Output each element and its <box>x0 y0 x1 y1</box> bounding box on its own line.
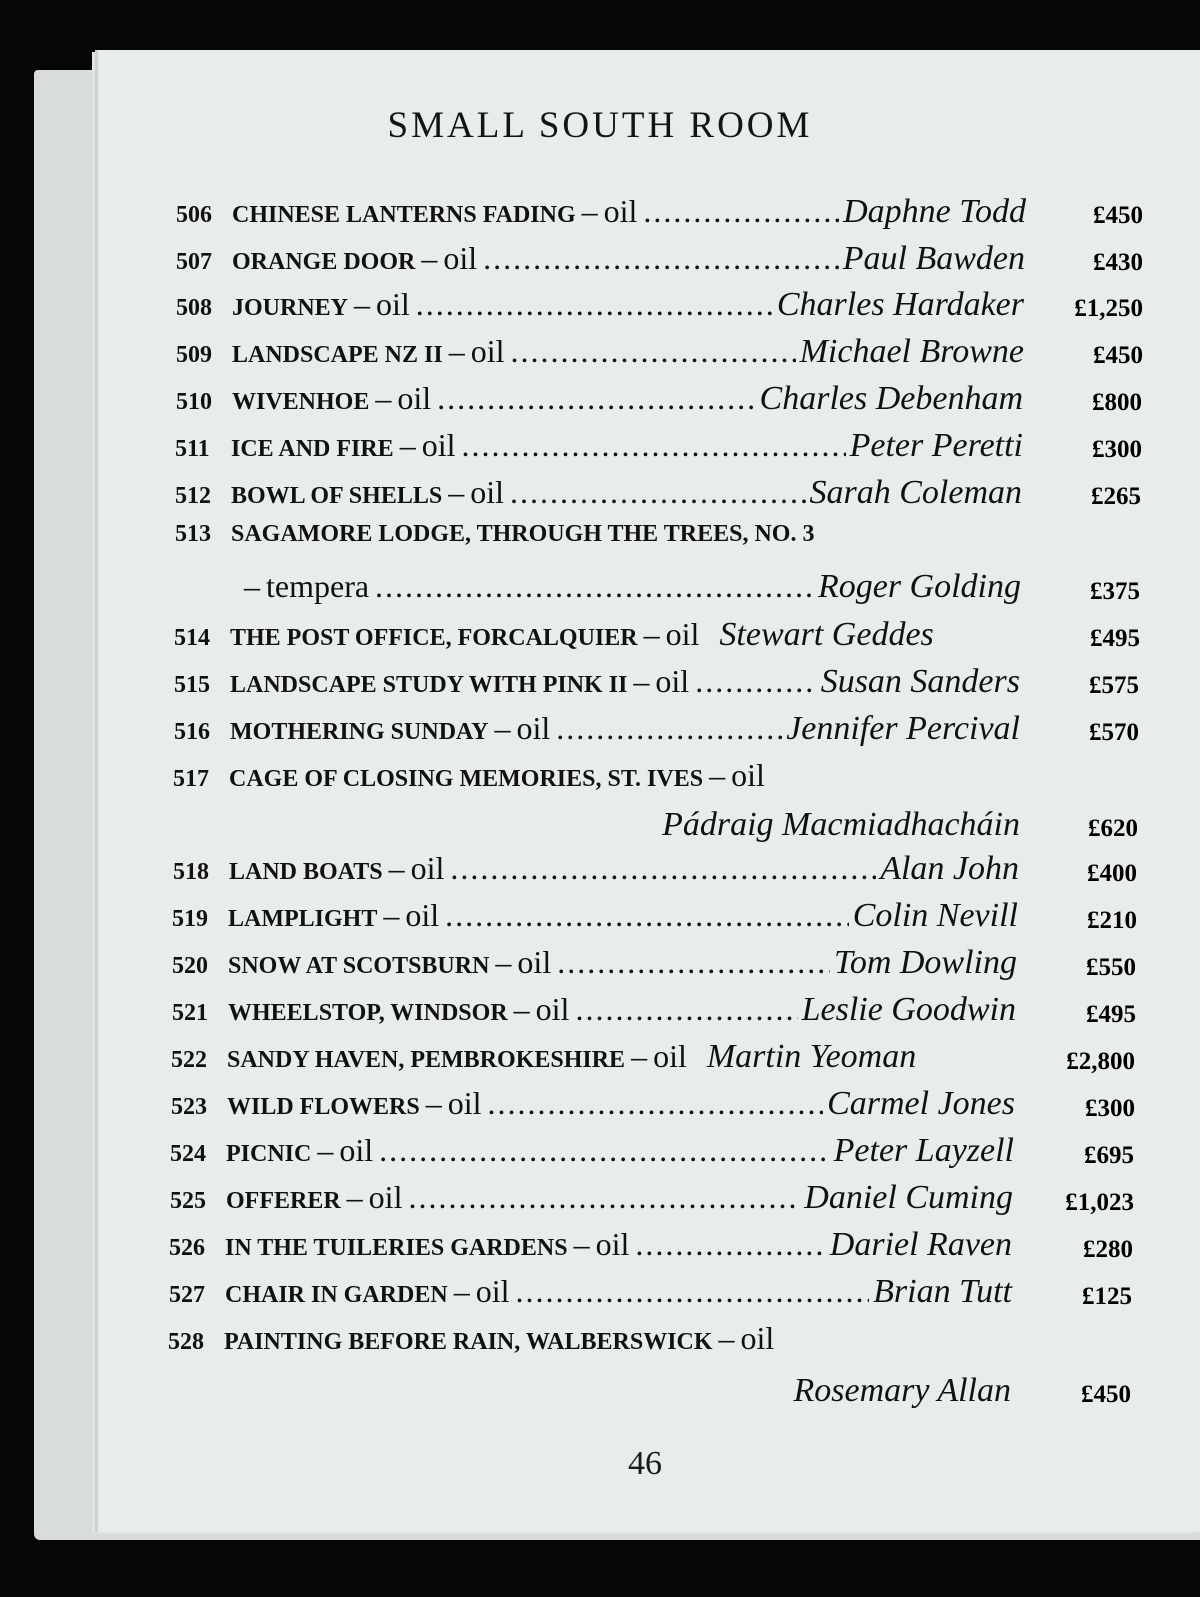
catalogue-entry <box>176 193 1026 233</box>
dot-leader <box>375 568 814 605</box>
entry-separator: – <box>317 1132 334 1168</box>
catalogue-entry <box>176 333 1024 373</box>
entry-separator: – <box>448 474 465 510</box>
entry-price: £695 <box>1084 1142 1134 1169</box>
catalogue-entry <box>175 427 1023 467</box>
dot-leader <box>557 944 830 981</box>
entry-price: £450 <box>1081 1381 1131 1408</box>
entry-number: 520 <box>172 953 208 979</box>
entry-price: £2,800 <box>1066 1048 1135 1075</box>
catalogue-entry <box>171 1085 1015 1125</box>
entry-separator: – <box>513 991 530 1027</box>
entry-title: WHEELSTOP, WINDSOR <box>228 1000 508 1026</box>
entry-price: £300 <box>1092 436 1142 463</box>
entry-medium: oil <box>595 1226 630 1262</box>
entry-artist: Charles Debenham <box>759 380 1023 417</box>
entry-number: 507 <box>176 249 212 275</box>
entry-number: 516 <box>174 719 210 745</box>
entry-medium: oil <box>475 1273 510 1309</box>
entry-number: 522 <box>171 1047 207 1073</box>
entry-artist: Rosemary Allan <box>793 1372 1011 1409</box>
entry-separator: – <box>375 380 392 416</box>
entry-title: OFFERER <box>226 1188 341 1214</box>
entry-title: LAND BOATS <box>229 859 383 885</box>
dot-leader <box>515 1273 869 1310</box>
entry-medium: oil <box>405 897 440 933</box>
entry-separator: – <box>709 757 726 793</box>
catalogue-entry <box>176 286 1024 326</box>
entry-number: 512 <box>175 483 211 509</box>
entry-title: CHAIR IN GARDEN <box>225 1282 448 1308</box>
entry-medium: oil <box>655 663 690 699</box>
entry-artist: Pádraig Macmiadhacháin <box>662 806 1020 843</box>
entry-number: 511 <box>175 436 210 462</box>
entry-price: £1,023 <box>1065 1189 1134 1216</box>
catalogue-entry <box>170 1179 1013 1219</box>
dot-leader <box>695 663 817 700</box>
catalogue-entry <box>168 1320 1028 1360</box>
entry-medium: oil <box>603 193 638 229</box>
entry-price: £495 <box>1090 625 1140 652</box>
catalogue-entry <box>172 944 1017 984</box>
entry-price: £495 <box>1086 1001 1136 1028</box>
entry-title: PAINTING BEFORE RAIN, WALBERSWICK <box>224 1329 713 1355</box>
dot-leader <box>445 897 849 934</box>
entry-medium: oil <box>443 240 478 276</box>
catalogue-entry-continuation <box>244 568 1021 608</box>
catalogue-entry <box>174 710 1020 750</box>
entry-price: £265 <box>1091 483 1141 510</box>
entry-title: MOTHERING SUNDAY <box>230 719 489 745</box>
entry-medium: oil <box>470 474 504 510</box>
entry-separator: – <box>631 1038 648 1074</box>
entry-title: LAMPLIGHT <box>228 906 378 932</box>
entry-number: 517 <box>173 766 209 792</box>
entry-price: £400 <box>1087 860 1137 887</box>
dot-leader <box>575 991 797 1028</box>
entry-title: ORANGE DOOR <box>232 249 416 275</box>
catalogue-entry <box>175 474 1022 514</box>
catalogue-entry-continuation <box>700 1372 1011 1412</box>
catalogue-entry <box>176 380 1023 420</box>
catalogue-entry <box>169 1226 1012 1266</box>
dot-leader <box>510 333 795 370</box>
entry-separator: – <box>718 1320 735 1356</box>
page-number: 46 <box>628 1445 662 1482</box>
entry-separator: – <box>495 944 512 980</box>
entry-number: 506 <box>176 202 212 228</box>
dot-leader <box>461 427 845 464</box>
entry-number: 528 <box>168 1329 204 1355</box>
entry-medium: oil <box>535 991 570 1027</box>
entry-number: 525 <box>170 1188 206 1214</box>
entry-separator: – <box>383 897 400 933</box>
entry-medium: tempera <box>266 568 370 604</box>
entry-title: LANDSCAPE STUDY WITH PINK II <box>230 672 628 698</box>
catalogue-entry <box>174 663 1020 703</box>
entry-number: 509 <box>176 342 212 368</box>
entry-title: IN THE TUILERIES GARDENS <box>225 1235 568 1261</box>
entry-artist: Charles Hardaker <box>776 286 1024 323</box>
entry-separator: – <box>643 616 660 652</box>
catalogue-entry <box>176 240 1025 280</box>
dot-leader <box>510 474 806 511</box>
dot-leader <box>483 240 839 277</box>
page-title: SMALL SOUTH ROOM <box>387 105 813 146</box>
entry-separator: – <box>388 850 405 886</box>
entry-separator: – <box>633 663 650 699</box>
entry-medium: oil <box>410 850 445 886</box>
catalogue-entry <box>172 897 1018 937</box>
entry-title: CAGE OF CLOSING MEMORIES, ST. IVES <box>229 766 704 792</box>
entry-medium: oil <box>376 286 410 322</box>
entry-title: SNOW AT SCOTSBURN <box>228 953 490 979</box>
entry-number: 527 <box>169 1282 205 1308</box>
catalogue-entry <box>172 991 1016 1031</box>
entry-price: £210 <box>1087 907 1137 934</box>
dot-leader <box>635 1226 825 1263</box>
entry-price: £300 <box>1085 1095 1135 1122</box>
catalogue-entry <box>170 1132 1014 1172</box>
entry-medium: oil <box>421 427 456 463</box>
catalogue-entry-continuation <box>560 806 1020 846</box>
entry-price: £450 <box>1093 342 1143 369</box>
entry-separator: – <box>453 1273 470 1309</box>
entry-title: BOWL OF SHELLS <box>231 483 443 509</box>
entry-title: ICE AND FIRE <box>231 436 394 462</box>
entry-price: £450 <box>1093 202 1143 229</box>
dot-leader <box>643 193 839 230</box>
entry-medium: oil <box>653 1038 687 1074</box>
entry-separator: – <box>494 710 511 746</box>
entry-title: THE POST OFFICE, FORCALQUIER <box>230 625 638 651</box>
entry-title: LANDSCAPE NZ II <box>232 342 443 368</box>
entry-price: £430 <box>1093 249 1143 276</box>
entry-number: 514 <box>174 625 210 651</box>
entry-number: 513 <box>175 521 211 547</box>
entry-artist: Colin Nevill <box>852 897 1018 934</box>
entry-artist: Martin Yeoman <box>706 1038 917 1075</box>
entry-title: PICNIC <box>226 1141 312 1167</box>
entry-number: 521 <box>172 1000 208 1026</box>
entry-medium: oil <box>397 380 432 416</box>
catalogue-entry <box>173 757 1033 797</box>
dot-leader <box>416 286 773 323</box>
entry-title: WIVENHOE <box>232 389 370 415</box>
catalogue-entry <box>174 616 1021 656</box>
entry-medium: oil <box>470 333 505 369</box>
entry-artist: Peter Layzell <box>833 1132 1014 1169</box>
catalogue-entry <box>171 1038 1016 1078</box>
entry-medium: oil <box>517 944 552 980</box>
dot-leader <box>450 850 876 887</box>
entry-price: £280 <box>1083 1236 1133 1263</box>
entry-medium: oil <box>731 757 765 793</box>
entry-price: £620 <box>1088 815 1138 842</box>
entry-price: £125 <box>1082 1283 1132 1310</box>
entry-artist: Dariel Raven <box>829 1226 1012 1263</box>
entry-price: £375 <box>1090 578 1140 605</box>
entry-artist: Carmel Jones <box>827 1085 1015 1122</box>
catalogue-entry <box>169 1273 1012 1313</box>
entry-price: £570 <box>1089 719 1139 746</box>
dot-leader <box>487 1085 823 1122</box>
entry-artist: Jennifer Percival <box>786 710 1020 747</box>
entry-separator: – <box>399 427 416 463</box>
entry-price: £800 <box>1092 389 1142 416</box>
catalogue-entry <box>173 850 1019 890</box>
entry-number: 524 <box>170 1141 206 1167</box>
entry-artist: Peter Peretti <box>849 427 1023 464</box>
entry-price: £575 <box>1089 672 1139 699</box>
dot-leader <box>379 1132 830 1169</box>
entry-separator: – <box>346 1179 363 1215</box>
entry-separator: – <box>448 333 465 369</box>
entry-artist: Roger Golding <box>817 568 1021 605</box>
entry-artist: Daphne Todd <box>843 193 1026 230</box>
entry-separator: – <box>581 193 598 229</box>
entry-artist: Susan Sanders <box>820 663 1020 700</box>
entry-title: SAGAMORE LODGE, THROUGH THE TREES, NO. 3 <box>231 521 815 547</box>
entry-artist: Paul Bawden <box>842 240 1025 277</box>
dot-leader <box>437 380 755 417</box>
entry-number: 519 <box>172 906 208 932</box>
entry-separator: – <box>573 1226 590 1262</box>
entry-title: JOURNEY <box>232 295 349 321</box>
entry-separator: – <box>425 1085 442 1121</box>
entry-artist: Sarah Coleman <box>809 474 1022 511</box>
entry-medium: oil <box>368 1179 403 1215</box>
entry-artist: Daniel Cuming <box>804 1179 1013 1216</box>
entry-artist: Tom Dowling <box>834 944 1017 981</box>
entry-separator: – <box>354 286 371 322</box>
entry-number: 515 <box>174 672 210 698</box>
entry-price: £1,250 <box>1074 295 1143 322</box>
entry-separator: – <box>244 568 260 604</box>
entry-number: 508 <box>176 295 212 321</box>
entry-medium: oil <box>447 1085 482 1121</box>
entry-medium: oil <box>740 1320 775 1356</box>
entry-artist: Michael Browne <box>799 333 1024 370</box>
catalogue-entry <box>175 521 1035 561</box>
entry-medium: oil <box>516 710 551 746</box>
entry-number: 510 <box>176 389 212 415</box>
entry-artist: Leslie Goodwin <box>801 991 1016 1028</box>
entry-number: 526 <box>169 1235 205 1261</box>
entry-title: SANDY HAVEN, PEMBROKESHIRE <box>227 1047 626 1073</box>
dot-leader <box>556 710 782 747</box>
entry-artist: Alan John <box>880 850 1019 887</box>
entry-number: 523 <box>171 1094 207 1120</box>
entry-artist: Brian Tutt <box>873 1273 1012 1310</box>
entry-separator: – <box>421 240 438 276</box>
entry-number: 518 <box>173 859 209 885</box>
entry-title: CHINESE LANTERNS FADING <box>232 202 576 228</box>
entry-artist: Stewart Geddes <box>719 616 934 653</box>
entry-title: WILD FLOWERS <box>227 1094 420 1120</box>
entry-price: £550 <box>1086 954 1136 981</box>
dot-leader <box>408 1179 800 1216</box>
entry-medium: oil <box>665 616 700 652</box>
entry-medium: oil <box>339 1132 374 1168</box>
